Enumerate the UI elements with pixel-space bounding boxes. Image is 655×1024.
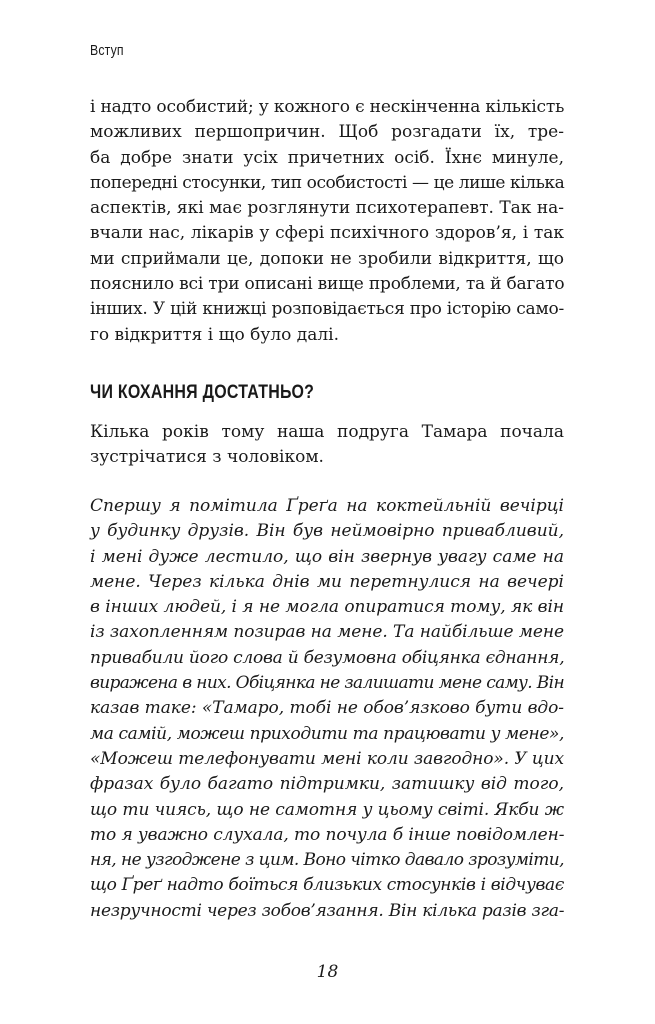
text-line: можливих першопричин. Щоб розгадати їх, тре- xyxy=(90,122,564,143)
quote-line: в інших людей, і я не могла опиратися тому, як він xyxy=(90,597,564,618)
page-number: 18 xyxy=(316,962,339,982)
paragraph-intro xyxy=(90,95,564,348)
text-line: вчали нас, лікарів у сфері психічного здоров’я, і так xyxy=(90,223,564,244)
quote-line: казав таке: «Тамаро, тобі не обов’язково бути вдо- xyxy=(90,698,564,719)
running-head: Вступ xyxy=(90,42,124,59)
section-heading: ЧИ КОХАННЯ ДОСТАТНЬО? xyxy=(90,382,315,403)
quote-block xyxy=(90,494,564,924)
text-line: попередні стосунки, тип особистості — це лише кілька xyxy=(90,172,565,193)
quote-line: що ти чиясь, що не самотня у цьому світі. Якби ж xyxy=(90,799,564,820)
quote-line: привабили його слова й безумовна обіцянка єднання, xyxy=(90,647,565,668)
text-line: ми сприймали це, допоки не зробили відкриття, що xyxy=(90,248,564,269)
text-line: Кілька років тому наша подруга Тамара почала xyxy=(90,422,564,442)
quote-line: мене. Через кілька днів ми перетнулися на вечері xyxy=(90,571,564,592)
text-line: аспектів, які має розглянути психотерапевт. Так на- xyxy=(90,198,565,219)
text-line: пояснило всі три описані вище проблеми, та й багато xyxy=(90,274,565,295)
text-line: зустрічатися з чоловіком. xyxy=(90,447,324,468)
quote-line: і мені дуже лестило, що він звернув увагу саме на xyxy=(90,546,564,567)
quote-line: фразах було багато підтримки, затишку від того, xyxy=(90,774,564,795)
quote-line: Спершу я помітила Ґреґа на коктейльній вечірці xyxy=(90,496,564,516)
quote-line: у будинку друзів. Він був неймовірно привабливий, xyxy=(90,521,564,542)
quote-line: то я уважно слухала, то почула б інше повідомлен- xyxy=(90,824,565,845)
quote-line: що Ґреґ надто боїться близьких стосунків і відчуває xyxy=(90,875,564,896)
quote-line: «Можеш телефонувати мені коли завгодно». У цих xyxy=(90,748,564,769)
quote-line: незручності через зобов’язання. Він кілька разів зга- xyxy=(90,900,565,921)
paragraph-tamara xyxy=(90,420,564,471)
quote-line: виражена в них. Обіцянка не залишати мене саму. Він xyxy=(90,673,564,694)
text-line: го відкриття і що було далі. xyxy=(90,324,339,345)
quote-line: із захопленням позирав на мене. Та найбільше мене xyxy=(90,622,565,643)
text-line: інших. У цій книжці розповідається про історію само- xyxy=(90,299,565,320)
text-line: і надто особистий; у кожного є нескінченна кількість xyxy=(90,97,565,117)
text-line: ба добре знати усіх причетних осіб. Їхнє минуле, xyxy=(90,147,564,168)
quote-line: ма самій, можеш приходити та працювати у мене», xyxy=(90,723,565,744)
quote-line: ня, не узгоджене з цим. Воно чітко давало зрозуміти, xyxy=(90,850,564,871)
